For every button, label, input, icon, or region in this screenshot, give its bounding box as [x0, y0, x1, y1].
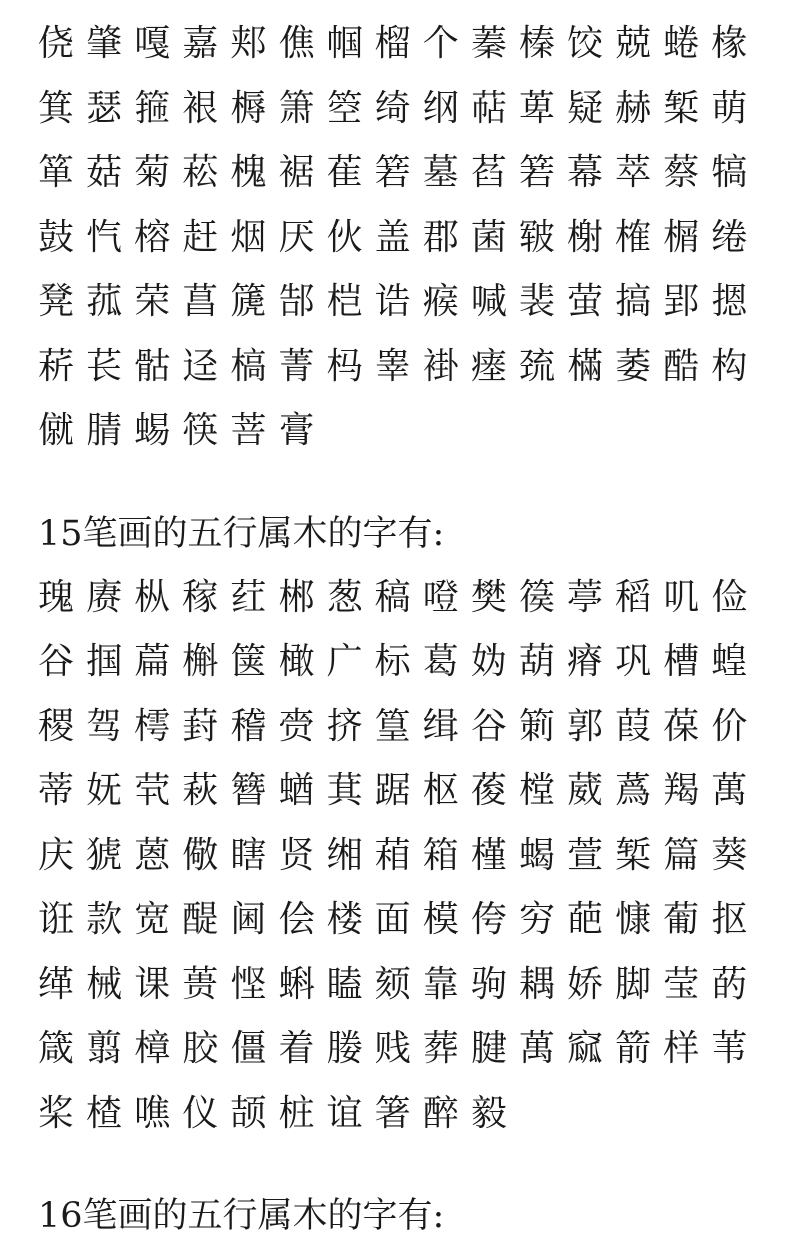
character-glyph: 赶 — [182, 216, 219, 258]
character-glyph: 样 — [663, 1028, 700, 1069]
character-glyph: 榴 — [374, 23, 411, 64]
character-glyph: 耦 — [518, 963, 555, 1005]
character-glyph: 萆 — [518, 87, 555, 129]
character-glyph: 苇 — [711, 1028, 748, 1069]
character-glyph: 贱 — [374, 1028, 411, 1069]
character-glyph: 葙 — [374, 834, 411, 876]
character-glyph: 葛 — [422, 641, 459, 682]
character-glyph: 瘗 — [470, 345, 507, 387]
character-glyph: 蝗 — [711, 641, 748, 682]
character-glyph: 葱 — [326, 576, 363, 618]
character-glyph: 箍 — [134, 87, 171, 129]
character-glyph: 樊 — [470, 576, 507, 618]
character-glyph: 腈 — [86, 410, 123, 451]
character-glyph: 稻 — [615, 576, 652, 618]
character-glyph: 巩 — [615, 641, 652, 682]
character-glyph: 葫 — [518, 641, 555, 682]
character-glyph: 苌 — [86, 345, 123, 387]
character-glyph: 裉 — [182, 87, 219, 129]
character-glyph: 葳 — [567, 770, 604, 811]
character-glyph: 萤 — [567, 281, 604, 322]
character-row — [38, 12, 800, 77]
character-glyph: 荣 — [134, 281, 171, 322]
character-glyph: 赓 — [86, 576, 123, 618]
character-row — [38, 566, 800, 631]
character-glyph: 侉 — [470, 899, 507, 940]
character-glyph: 郡 — [422, 216, 459, 258]
character-glyph: 葡 — [663, 899, 700, 940]
character-glyph: 桨 — [38, 1092, 75, 1134]
character-glyph: 妫 — [470, 641, 507, 682]
character-glyph: 筷 — [182, 410, 219, 451]
character-glyph: 饺 — [567, 23, 604, 64]
character-glyph: 仪 — [182, 1092, 219, 1134]
section-spacer — [38, 464, 800, 502]
character-glyph: 伙 — [326, 216, 363, 258]
section-heading-15-strokes: 15笔画的五行属木的字有: — [38, 513, 445, 554]
character-glyph: 葬 — [422, 1028, 459, 1069]
character-glyph: 叽 — [663, 576, 700, 618]
character-glyph: 嘉 — [182, 23, 219, 64]
character-glyph: 萬 — [518, 1028, 555, 1069]
character-glyph: 桤 — [326, 281, 363, 322]
character-glyph: 裴 — [518, 281, 555, 322]
character-glyph: 稿 — [374, 576, 411, 618]
character-row — [38, 630, 800, 695]
character-glyph: 郜 — [278, 281, 315, 322]
character-glyph: 葆 — [663, 705, 700, 747]
character-glyph: 稽 — [230, 705, 267, 747]
character-glyph: 犒 — [711, 152, 748, 193]
character-glyph: 谷 — [470, 705, 507, 747]
character-glyph: 蔿 — [615, 770, 652, 811]
character-glyph: 纲 — [422, 87, 459, 129]
character-glyph: 喊 — [470, 281, 507, 322]
character-glyph: 搞 — [615, 281, 652, 322]
character-glyph: 槿 — [470, 834, 507, 876]
character-glyph: 阃 — [230, 899, 267, 940]
character-glyph: 榷 — [615, 216, 652, 258]
character-glyph: 萜 — [470, 87, 507, 129]
character-glyph: 迳 — [182, 345, 219, 387]
character-glyph: 萬 — [711, 770, 748, 811]
character-glyph: 裾 — [278, 152, 315, 193]
character-glyph: 构 — [711, 345, 748, 387]
character-glyph: 媵 — [326, 1028, 363, 1069]
character-glyph: 橄 — [278, 641, 315, 682]
character-glyph: 抠 — [711, 899, 748, 940]
character-glyph: 侥 — [38, 23, 75, 64]
character-glyph: 菇 — [86, 152, 123, 193]
character-glyph: 摁 — [711, 281, 748, 322]
character-glyph: 掴 — [86, 641, 123, 682]
character-glyph: 菌 — [470, 216, 507, 258]
character-glyph: 缃 — [326, 834, 363, 876]
character-glyph: 猇 — [86, 834, 123, 876]
character-glyph: 葶 — [567, 576, 604, 618]
character-glyph: 赍 — [278, 705, 315, 747]
character-glyph: 瘠 — [567, 641, 604, 682]
character-row — [38, 77, 800, 142]
character-glyph: 箬 — [518, 152, 555, 193]
character-glyph: 俭 — [711, 576, 748, 618]
character-glyph: 萑 — [326, 152, 363, 193]
character-glyph: 娇 — [567, 963, 604, 1005]
character-glyph: 箴 — [38, 1028, 75, 1069]
character-glyph: 榍 — [663, 216, 700, 258]
character-glyph: 楂 — [86, 1092, 123, 1134]
character-glyph: 郢 — [663, 281, 700, 322]
character-glyph: 靠 — [422, 963, 459, 1005]
character-glyph: 荭 — [230, 576, 267, 618]
character-glyph: 蜷 — [663, 23, 700, 64]
character-glyph: 榭 — [567, 216, 604, 258]
character-glyph: 蝤 — [278, 770, 315, 811]
character-glyph: 郭 — [567, 705, 604, 747]
character-glyph: 肇 — [86, 23, 123, 64]
character-glyph: 翦 — [86, 1028, 123, 1069]
character-glyph: 莹 — [663, 963, 700, 1005]
character-row — [38, 1017, 800, 1082]
character-glyph: 葵 — [711, 834, 748, 876]
character-glyph: 萁 — [326, 770, 363, 811]
character-glyph: 蒽 — [134, 834, 171, 876]
character-glyph: 蔡 — [663, 152, 700, 193]
character-glyph: 赫 — [615, 87, 652, 129]
character-glyph: 墓 — [422, 152, 459, 193]
character-glyph: 葑 — [182, 705, 219, 747]
character-glyph: 课 — [134, 963, 171, 1005]
character-glyph: 僬 — [278, 23, 315, 64]
character-glyph: 瑰 — [38, 576, 75, 618]
character-glyph: 械 — [86, 963, 123, 1005]
character-glyph: 槲 — [182, 641, 219, 682]
character-glyph: 毅 — [470, 1092, 507, 1134]
character-glyph: 脚 — [615, 963, 652, 1005]
character-glyph: 箕 — [38, 87, 75, 129]
character-glyph: 菂 — [711, 963, 748, 1005]
character-row — [38, 695, 800, 760]
character-glyph: 枞 — [134, 576, 171, 618]
character-glyph: 骷 — [134, 345, 171, 387]
character-glyph: 颉 — [230, 1092, 267, 1134]
character-glyph: 睾 — [374, 345, 411, 387]
character-glyph: 诳 — [38, 899, 75, 940]
character-glyph: 榕 — [134, 216, 171, 258]
character-glyph: 噍 — [134, 1092, 171, 1134]
character-glyph: 蓁 — [470, 23, 507, 64]
character-glyph: 稷 — [38, 705, 75, 747]
character-glyph: 着 — [278, 1028, 315, 1069]
character-glyph: 椽 — [711, 23, 748, 64]
character-glyph: 踞 — [374, 770, 411, 811]
character-glyph: 蒂 — [38, 770, 75, 811]
character-glyph: 膏 — [278, 410, 315, 451]
character-glyph: 箸 — [374, 1092, 411, 1134]
character-glyph: 萃 — [615, 152, 652, 193]
character-glyph: 茕 — [134, 770, 171, 811]
character-glyph: 萩 — [182, 770, 219, 811]
character-glyph: 兢 — [615, 23, 652, 64]
character-glyph: 蝎 — [518, 834, 555, 876]
character-glyph: 慷 — [615, 899, 652, 940]
character-glyph: 腱 — [470, 1028, 507, 1069]
character-glyph: 标 — [374, 641, 411, 682]
character-row — [38, 953, 800, 1018]
character-glyph: 樟 — [134, 1028, 171, 1069]
character-glyph: 款 — [86, 899, 123, 940]
character-row — [38, 888, 800, 953]
character-row — [38, 759, 800, 824]
character-glyph: 蒉 — [182, 963, 219, 1005]
character-glyph: 椠 — [615, 834, 652, 876]
character-glyph: 挤 — [326, 705, 363, 747]
character-glyph: 箜 — [326, 87, 363, 129]
character-glyph: 萏 — [470, 152, 507, 193]
character-glyph: 菖 — [182, 281, 219, 322]
character-glyph: 萌 — [711, 87, 748, 129]
character-glyph: 疑 — [567, 87, 604, 129]
character-glyph: 篇 — [663, 834, 700, 876]
character-glyph: 盖 — [374, 216, 411, 258]
character-glyph: 菊 — [134, 152, 171, 193]
character-glyph: 个 — [422, 23, 459, 64]
character-glyph: 妩 — [86, 770, 123, 811]
character-glyph: 瘊 — [422, 281, 459, 322]
character-glyph: 箱 — [422, 834, 459, 876]
character-glyph: 箬 — [374, 152, 411, 193]
character-glyph: 箣 — [518, 705, 555, 747]
character-glyph: 侩 — [278, 899, 315, 940]
character-glyph: 桩 — [278, 1092, 315, 1134]
character-glyph: 瞌 — [326, 963, 363, 1005]
character-glyph: 樘 — [518, 770, 555, 811]
character-glyph: 椠 — [663, 87, 700, 129]
character-glyph: 醍 — [182, 899, 219, 940]
character-glyph: 蝌 — [278, 963, 315, 1005]
character-glyph: 幕 — [567, 152, 604, 193]
character-glyph: 葰 — [470, 770, 507, 811]
character-glyph: 槽 — [663, 641, 700, 682]
character-list-14-strokes — [38, 12, 800, 464]
character-glyph: 箧 — [230, 641, 267, 682]
character-row — [38, 141, 800, 206]
character-glyph: 皲 — [518, 216, 555, 258]
character-glyph: 驾 — [86, 705, 123, 747]
character-glyph: 广 — [326, 641, 363, 682]
character-glyph: 贤 — [278, 834, 315, 876]
character-glyph: 噔 — [422, 576, 459, 618]
character-glyph: 嘎 — [134, 23, 171, 64]
character-glyph: 儆 — [182, 834, 219, 876]
character-list-15-strokes — [38, 566, 800, 1147]
character-glyph: 驹 — [470, 963, 507, 1005]
character-glyph: 价 — [711, 705, 748, 747]
character-glyph: 樠 — [567, 345, 604, 387]
character-glyph: 菁 — [278, 345, 315, 387]
character-row — [38, 824, 800, 889]
character-glyph: 箪 — [38, 152, 75, 193]
character-glyph: 葭 — [615, 705, 652, 747]
section-spacer — [38, 1146, 800, 1184]
character-glyph: 帼 — [326, 23, 363, 64]
character-row — [38, 1082, 800, 1147]
character-glyph: 宽 — [134, 899, 171, 940]
character-row — [38, 335, 800, 400]
character-row — [38, 206, 800, 271]
character-glyph: 绻 — [711, 216, 748, 258]
character-glyph: 箭 — [615, 1028, 652, 1069]
character-glyph: 稼 — [182, 576, 219, 618]
character-glyph: 菥 — [38, 345, 75, 387]
character-glyph: 缂 — [38, 963, 75, 1005]
character-glyph: 篁 — [374, 705, 411, 747]
character-glyph: 萹 — [134, 641, 171, 682]
character-glyph: 凳 — [38, 281, 75, 322]
character-glyph: 窳 — [567, 1028, 604, 1069]
character-glyph: 庆 — [38, 834, 75, 876]
character-glyph: 鼓 — [38, 216, 75, 258]
character-glyph: 杩 — [326, 345, 363, 387]
character-glyph: 僦 — [38, 410, 75, 451]
character-glyph: 谷 — [38, 641, 75, 682]
character-glyph: 颏 — [374, 963, 411, 1005]
character-row — [38, 399, 800, 464]
character-glyph: 烟 — [230, 216, 267, 258]
character-glyph: 羯 — [663, 770, 700, 811]
character-glyph: 箫 — [278, 87, 315, 129]
character-glyph: 缉 — [422, 705, 459, 747]
character-glyph: 郏 — [230, 23, 267, 64]
character-glyph: 穷 — [518, 899, 555, 940]
character-glyph: 酷 — [663, 345, 700, 387]
character-glyph: 模 — [422, 899, 459, 940]
character-glyph: 诰 — [374, 281, 411, 322]
character-glyph: 簪 — [230, 770, 267, 811]
character-glyph: 僵 — [230, 1028, 267, 1069]
character-glyph: 菘 — [182, 152, 219, 193]
character-glyph: 胶 — [182, 1028, 219, 1069]
character-glyph: 褂 — [422, 345, 459, 387]
character-glyph: 樗 — [134, 705, 171, 747]
character-glyph: 瞎 — [230, 834, 267, 876]
character-glyph: 菩 — [230, 410, 267, 451]
section-heading-16-strokes: 16笔画的五行属木的字有: — [38, 1196, 445, 1236]
character-glyph: 槐 — [230, 152, 267, 193]
character-glyph: 醉 — [422, 1092, 459, 1134]
character-glyph: 槁 — [230, 345, 267, 387]
character-glyph: 忾 — [86, 216, 123, 258]
character-row — [38, 270, 800, 335]
character-glyph: 巯 — [518, 345, 555, 387]
character-glyph: 榛 — [518, 23, 555, 64]
character-glyph: 槈 — [230, 87, 267, 129]
character-glyph: 萎 — [615, 345, 652, 387]
character-glyph: 悭 — [230, 963, 267, 1005]
character-glyph: 蜴 — [134, 410, 171, 451]
character-glyph: 厌 — [278, 216, 315, 258]
character-glyph: 谊 — [326, 1092, 363, 1134]
character-glyph: 篪 — [230, 281, 267, 322]
character-glyph: 绮 — [374, 87, 411, 129]
character-glyph: 菰 — [86, 281, 123, 322]
character-glyph: 面 — [374, 899, 411, 940]
character-glyph: 枢 — [422, 770, 459, 811]
character-glyph: 萱 — [567, 834, 604, 876]
character-glyph: 郴 — [278, 576, 315, 618]
character-glyph: 楼 — [326, 899, 363, 940]
character-glyph: 瑟 — [86, 87, 123, 129]
character-glyph: 葩 — [567, 899, 604, 940]
character-glyph: 篌 — [518, 576, 555, 618]
